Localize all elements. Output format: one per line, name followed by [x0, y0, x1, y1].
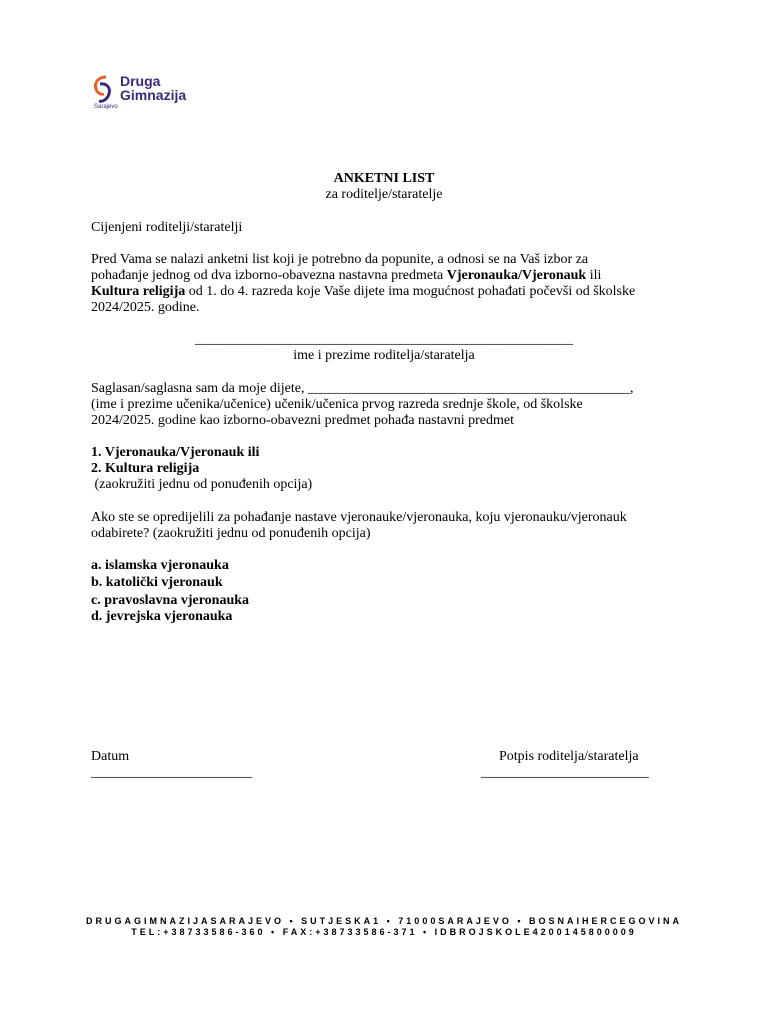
religion-option-a[interactable]: a. islamska vjeronauka — [91, 558, 229, 573]
circle-note: (zaokružiti jednu od ponuđenih opcija) — [91, 477, 313, 492]
intro-line-3-text: od 1. do 4. razreda koje Vaše dijete ima mogućnost pohađati počevši od školske — [185, 284, 636, 299]
document-subtitle: za roditelje/staratelje — [325, 187, 443, 202]
intro-line-2-end: ili — [586, 268, 602, 283]
logo-city: Sarajevo — [94, 104, 118, 110]
intro-line-4: 2024/2025. godine. — [91, 300, 200, 315]
consent-line-2: (ime i prezime učenika/učenice) učenik/učenica prvog razreda srednje škole, od školske — [91, 397, 583, 412]
logo-line2: Gimnazija — [120, 87, 187, 103]
date-line[interactable]: _______________________ — [91, 765, 252, 780]
document-title: ANKETNI LIST — [333, 171, 435, 186]
parent-name-label: ime i prezime roditelja/staratelja — [293, 348, 475, 363]
intro-line-2-text: pohađanje jednog od dva izborno-obavezna nastavna predmeta — [91, 268, 447, 283]
intro-line-1: Pred Vama se nalazi anketni list koji je potrebno da popunite, a odnosi se na Vaš izbor za — [91, 252, 589, 267]
logo-line1: Druga — [120, 73, 161, 89]
logo-name — [120, 74, 186, 102]
consent-line-3: 2024/2025. godine kao izborno-obavezni predmet pohađa nastavni predmet — [91, 413, 514, 428]
date-label: Datum — [91, 749, 130, 764]
school-logo — [92, 72, 202, 116]
intro-line-3 — [91, 284, 635, 300]
subject-kultura: Kultura religija — [91, 284, 186, 299]
question-line-2: odabirete? (zaokružiti jednu od ponuđenih opcija) — [91, 526, 371, 541]
intro-line-2 — [91, 268, 601, 284]
footer-contact: DRUGAGIMNAZIJASARAJEVO • SUTJESKA1 • 71000SARAJEVO • BOSNAIHERCEGOVINATEL:+38733586-360 • FAX:+38733586-371 • IDBROJSKOLE4200145800009 — [85, 916, 683, 937]
subject-option-1[interactable]: 1. Vjeronauka/Vjeronauk ili — [91, 445, 260, 460]
parent-name-line[interactable]: ______________________________________________________ — [195, 332, 573, 347]
religion-option-d[interactable]: d. jevrejska vjeronauka — [91, 609, 233, 624]
signature-line[interactable]: ________________________ — [481, 765, 649, 780]
logo-mark-icon — [92, 74, 116, 104]
religion-option-b[interactable]: b. katolički vjeronauk — [91, 575, 223, 590]
signature-label: Potpis roditelja/staratelja — [499, 749, 639, 764]
consent-line-1[interactable]: Saglasan/saglasna sam da moje dijete, ______________________________________________, — [91, 381, 634, 396]
subject-option-2[interactable]: 2. Kultura religija — [91, 461, 200, 476]
question-line-1: Ako ste se opredijelili za pohađanje nastave vjeronauke/vjeronauka, koju vjeronauku/vjeronauk — [91, 510, 627, 525]
subject-vjeronauka: Vjeronauka/Vjeronauk — [446, 268, 587, 283]
religion-option-c[interactable]: c. pravoslavna vjeronauka — [91, 593, 250, 608]
salutation: Cijenjeni roditelji/staratelji — [91, 220, 243, 235]
